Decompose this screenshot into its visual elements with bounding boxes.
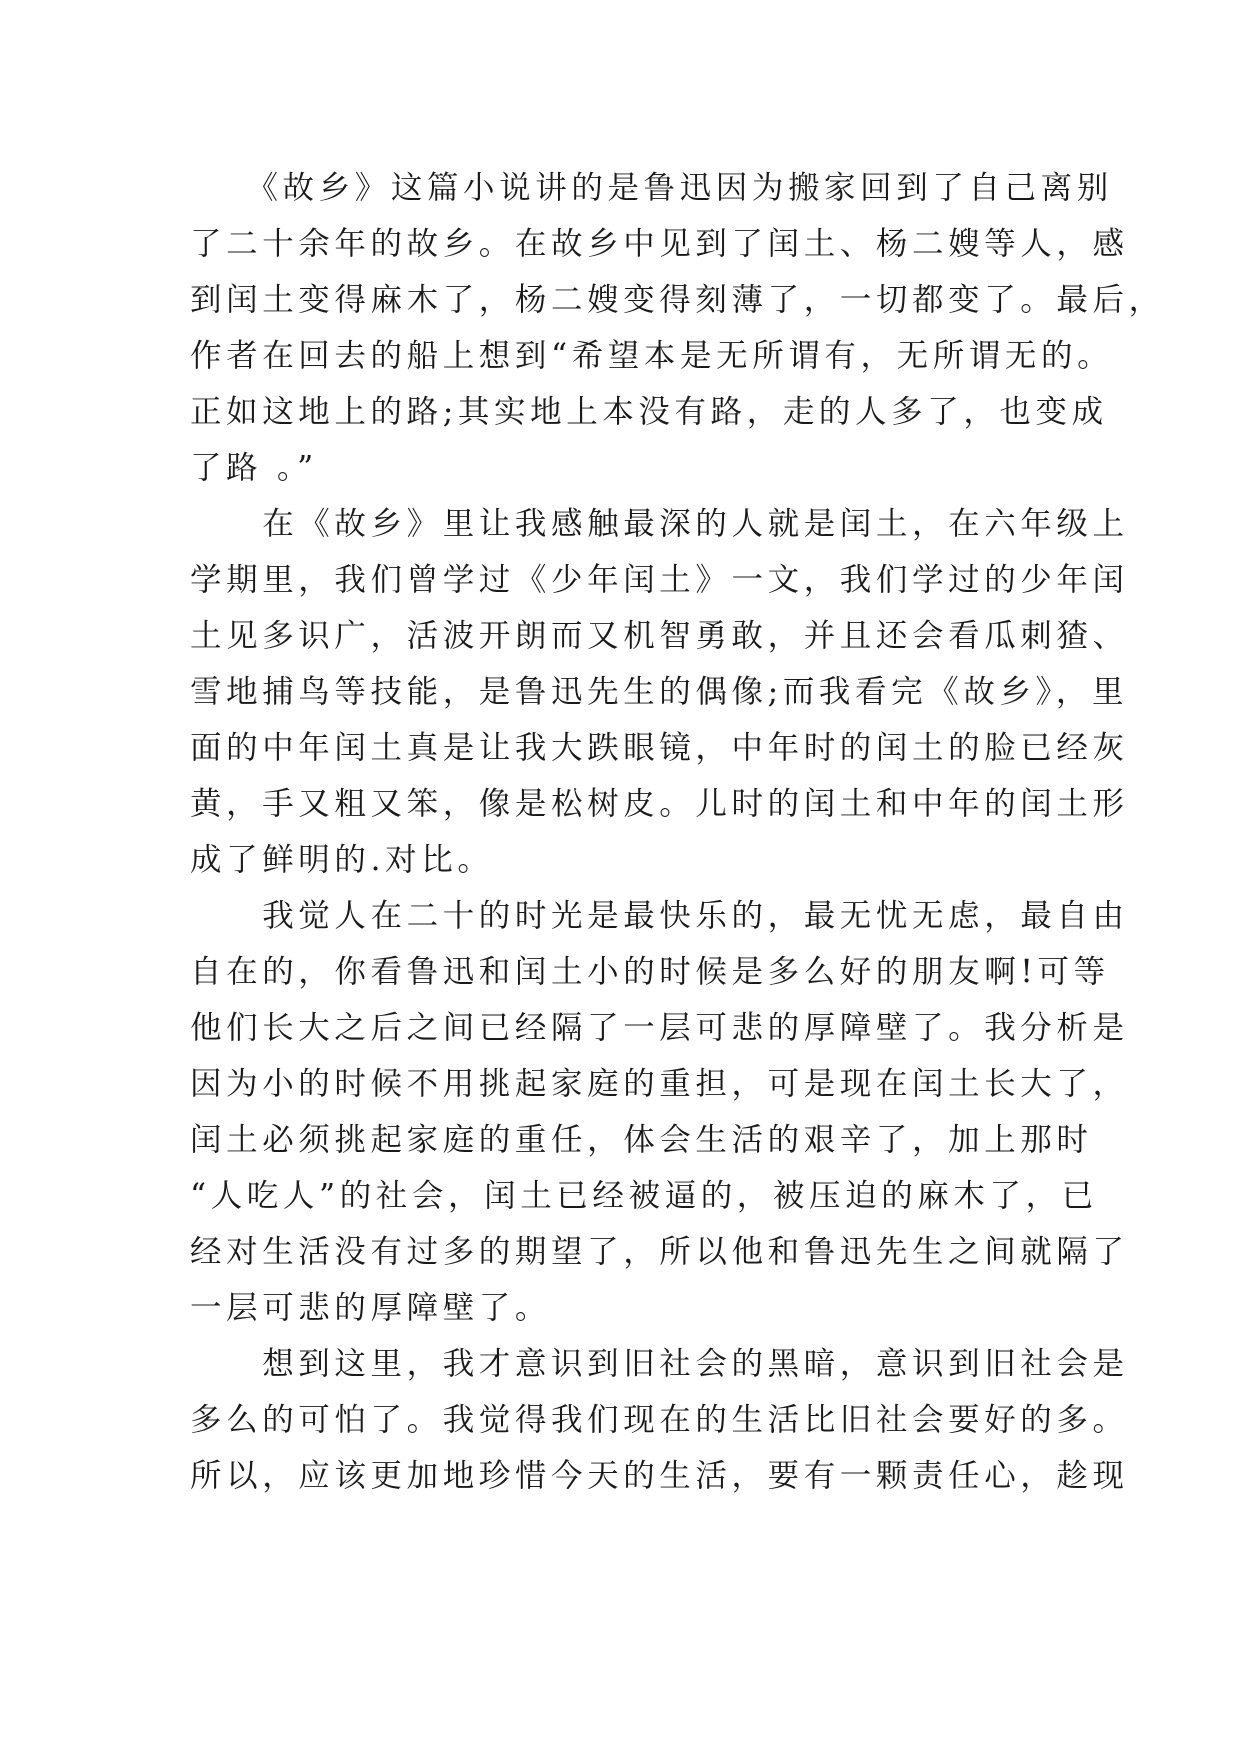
text-line: 黄，手又粗又笨，像是松树皮。儿时的闰土和中年的闰土形 [190,786,1129,822]
text-line: 了路 。” [190,450,318,486]
text-line: “人吃人”的社会，闰土已经被逼的，被压迫的麻木了，已 [190,1178,1098,1214]
text-line: 我觉人在二十的时光是最快乐的，最无忧无虑，最自由 [190,898,1129,934]
text-line: 因为小的时候不用挑起家庭的重担，可是现在闰土长大了， [190,1066,1129,1102]
text-line: 在《故乡》里让我感触最深的人就是闰土，在六年级上 [190,506,1129,542]
text-line: 一层可悲的厚障壁了。 [190,1290,552,1326]
text-line: 他们长大之后之间已经隔了一层可悲的厚障壁了。我分析是 [190,1010,1129,1046]
text-line: 《故乡》这篇小说讲的是鲁迅因为搬家回到了自己离别 [190,170,1113,206]
text-line: 正如这地上的路;其实地上本没有路，走的人多了，也变成 [190,394,1108,430]
text-line: 所以，应该更加地珍惜今天的生活，要有一颗责任心，趁现 [190,1458,1129,1494]
text-line: 多么的可怕了。我觉得我们现在的生活比旧社会要好的多。 [190,1402,1129,1438]
text-line: 土见多识广，活波开朗而又机智勇敢，并且还会看瓜刺猹、 [190,618,1129,654]
text-line: 经对生活没有过多的期望了，所以他和鲁迅先生之间就隔了 [190,1234,1129,1270]
text-line: 雪地捕鸟等技能，是鲁迅先生的偶像;而我看完《故乡》，里 [190,674,1129,710]
text-line: 作者在回去的船上想到“希望本是无所谓有，无所谓无的。 [190,338,1114,374]
text-line: 成了鲜明的.对比。 [190,842,494,878]
text-line: 自在的，你看鲁迅和闰土小的时候是多么好的朋友啊!可等 [190,954,1110,990]
text-line: 闰土必须挑起家庭的重任，体会生活的艰辛了，加上那时 [190,1122,1093,1158]
text-line: 到闰土变得麻木了，杨二嫂变得刻薄了，一切都变了。最后， [190,282,1165,318]
text-line: 学期里，我们曾学过《少年闰土》一文，我们学过的少年闰 [190,562,1129,598]
text-line: 了二十余年的故乡。在故乡中见到了闰土、杨二嫂等人，感 [190,226,1129,262]
text-line: 想到这里，我才意识到旧社会的黑暗，意识到旧社会是 [190,1346,1129,1382]
text-line: 面的中年闰土真是让我大跌眼镜，中年时的闰土的脸已经灰 [190,730,1129,766]
